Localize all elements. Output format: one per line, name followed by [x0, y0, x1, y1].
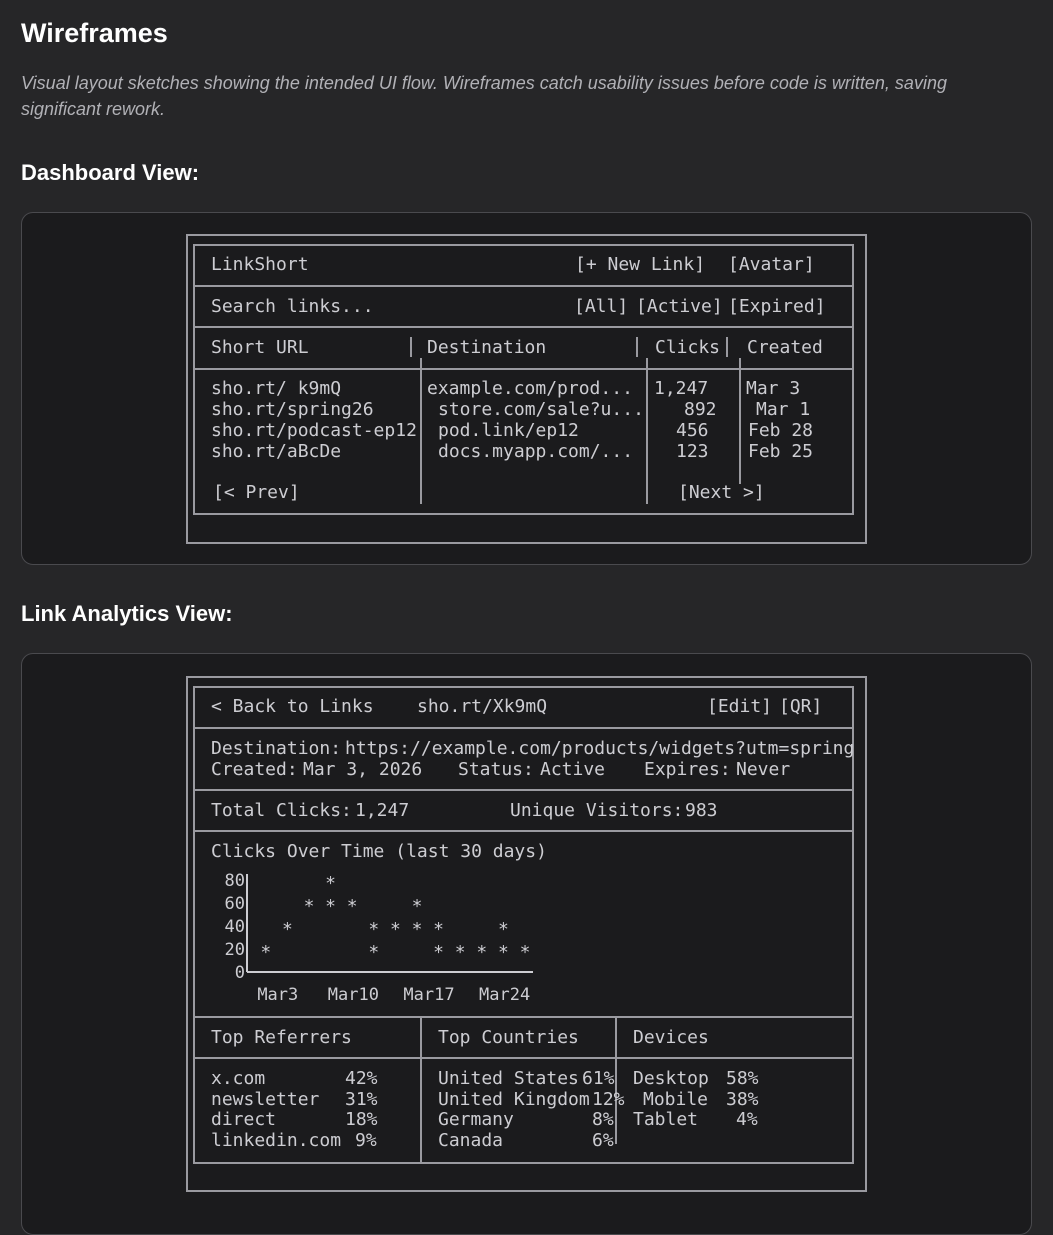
device-name: Desktop [633, 1068, 709, 1089]
data-point: * [368, 942, 380, 963]
row-created: Mar 3 [746, 378, 801, 399]
device-percent: 4% [736, 1109, 758, 1130]
column-divider [636, 337, 638, 357]
y-tick-label: 40 [225, 917, 245, 937]
expires-value: Never [736, 759, 791, 780]
page-description: Visual layout sketches showing the intended UI flow. Wireframes catch usability issues before code is written, saving significant rework. [21, 73, 947, 119]
row-clicks: 1,247 [654, 378, 709, 399]
data-point: * [389, 919, 401, 940]
data-point: * [325, 896, 337, 917]
column-divider [726, 337, 728, 357]
divider [195, 727, 852, 729]
qr-button[interactable]: [QR] [779, 696, 823, 717]
country-percent: 12% [592, 1089, 625, 1110]
device-percent: 58% [726, 1068, 759, 1089]
unique-visitors-value: 983 [685, 800, 718, 821]
created-label: Created: [211, 759, 298, 780]
status-label: Status: [458, 759, 534, 780]
device-percent: 38% [726, 1089, 759, 1110]
dashboard-frame [193, 244, 854, 515]
filter-active-button[interactable]: [Active] [636, 296, 723, 317]
created-value: Mar 3, 2026 [303, 759, 423, 780]
divider [195, 789, 852, 791]
data-point: * [497, 942, 509, 963]
divider [195, 285, 852, 287]
row-destination: pod.link/ep12 [438, 420, 579, 441]
country-name: United States [438, 1068, 579, 1089]
top-referrers-title: Top Referrers [211, 1027, 352, 1048]
analytics-frame [193, 686, 854, 1164]
country-name: Germany [438, 1109, 514, 1130]
referrer-percent: 18% [345, 1109, 378, 1130]
data-point: * [411, 919, 423, 940]
divider [195, 830, 852, 832]
row-short-url[interactable]: sho.rt/ k9mQ [211, 378, 342, 399]
divider [195, 1057, 852, 1059]
column-divider [615, 1018, 617, 1144]
column-header-clicks: Clicks [655, 337, 721, 358]
divider [195, 1016, 852, 1018]
row-short-url[interactable]: sho.rt/spring26 [211, 399, 374, 420]
devices-title: Devices [633, 1027, 709, 1048]
data-point: * [325, 873, 337, 894]
status-value: Active [540, 759, 606, 780]
column-divider [420, 358, 422, 504]
column-divider [420, 1018, 422, 1164]
new-link-button[interactable]: [+ New Link] [575, 254, 706, 275]
row-destination: store.com/sale?u... [438, 399, 644, 420]
data-point: * [303, 896, 315, 917]
referrer-name: linkedin.com [211, 1130, 342, 1151]
dashboard-panel [21, 212, 1032, 565]
dashboard-wireframe [186, 234, 867, 544]
row-destination: docs.myapp.com/... [438, 441, 634, 462]
top-countries-title: Top Countries [438, 1027, 579, 1048]
avatar-button[interactable]: [Avatar] [728, 254, 815, 275]
data-point: * [411, 896, 423, 917]
x-tick-label: Mar17 [403, 985, 455, 1005]
x-tick-label: Mar3 [257, 985, 299, 1005]
y-tick-label: 80 [225, 871, 245, 891]
total-clicks-label: Total Clicks: [211, 800, 352, 821]
analytics-panel [21, 653, 1032, 1235]
data-point: * [476, 942, 488, 963]
data-point: * [497, 919, 509, 940]
data-point: * [368, 919, 380, 940]
data-point: * [454, 942, 466, 963]
y-tick-label: 20 [225, 940, 245, 960]
country-percent: 6% [592, 1130, 614, 1151]
expires-label: Expires: [644, 759, 731, 780]
destination-label: Destination: [211, 738, 342, 759]
row-created: Feb 28 [748, 420, 814, 441]
y-tick-label: 60 [225, 894, 245, 914]
divider [195, 368, 852, 370]
row-created: Feb 25 [748, 441, 814, 462]
next-page-button[interactable]: [Next >] [678, 482, 765, 503]
row-destination: example.com/prod... [427, 378, 633, 399]
data-point: * [346, 896, 358, 917]
analytics-heading: Link Analytics View: [21, 601, 233, 626]
row-clicks: 892 [684, 399, 717, 420]
back-to-links-button[interactable]: < Back to Links [211, 696, 374, 717]
referrer-percent: 9% [355, 1130, 377, 1151]
total-clicks-value: 1,247 [355, 800, 410, 821]
destination-value[interactable]: https://example.com/products/widgets?utm=spring [345, 738, 855, 759]
country-percent: 8% [592, 1109, 614, 1130]
referrer-percent: 31% [345, 1089, 378, 1110]
column-header-destination: Destination [427, 337, 547, 358]
unique-visitors-label: Unique Visitors: [510, 800, 684, 821]
device-name: Mobile [643, 1089, 709, 1110]
column-divider [739, 358, 741, 484]
referrer-name: direct [211, 1109, 277, 1130]
referrer-name: x.com [211, 1068, 266, 1089]
data-point: * [260, 942, 272, 963]
column-header-short-url: Short URL [211, 337, 309, 358]
data-point: * [281, 919, 293, 940]
column-divider [410, 337, 412, 357]
device-name: Tablet [633, 1109, 699, 1130]
filter-all-button[interactable]: [All] [574, 296, 629, 317]
data-point: * [519, 942, 531, 963]
y-tick-label: 0 [234, 963, 245, 983]
page-title: Wireframes [21, 18, 168, 48]
country-name: Canada [438, 1130, 504, 1151]
edit-button[interactable]: [Edit] [707, 696, 773, 717]
analytics-wireframe [186, 676, 867, 1192]
row-clicks: 123 [676, 441, 709, 462]
app-name: LinkShort [211, 254, 309, 275]
x-tick-label: Mar24 [479, 985, 531, 1005]
data-point: * [433, 919, 445, 940]
clicks-chart [225, 866, 585, 1011]
row-created: Mar 1 [756, 399, 811, 420]
x-tick-label: Mar10 [327, 985, 379, 1005]
filter-expired-button[interactable]: [Expired] [728, 296, 826, 317]
referrer-percent: 42% [345, 1068, 378, 1089]
dashboard-heading: Dashboard View: [21, 160, 200, 185]
column-header-created: Created [747, 337, 823, 358]
divider [195, 326, 852, 328]
referrer-name: newsletter [211, 1089, 320, 1110]
chart-title: Clicks Over Time (last 30 days) [211, 841, 547, 862]
prev-page-button[interactable]: [< Prev] [213, 482, 300, 503]
short-url: sho.rt/Xk9mQ [417, 696, 548, 717]
search-input[interactable]: Search links... [211, 296, 374, 317]
row-short-url[interactable]: sho.rt/podcast-ep12 [211, 420, 417, 441]
row-clicks: 456 [676, 420, 709, 441]
country-percent: 61% [582, 1068, 615, 1089]
data-point: * [433, 942, 445, 963]
row-short-url[interactable]: sho.rt/aBcDe [211, 441, 342, 462]
column-divider [646, 358, 648, 504]
country-name: United Kingdom [438, 1089, 590, 1110]
